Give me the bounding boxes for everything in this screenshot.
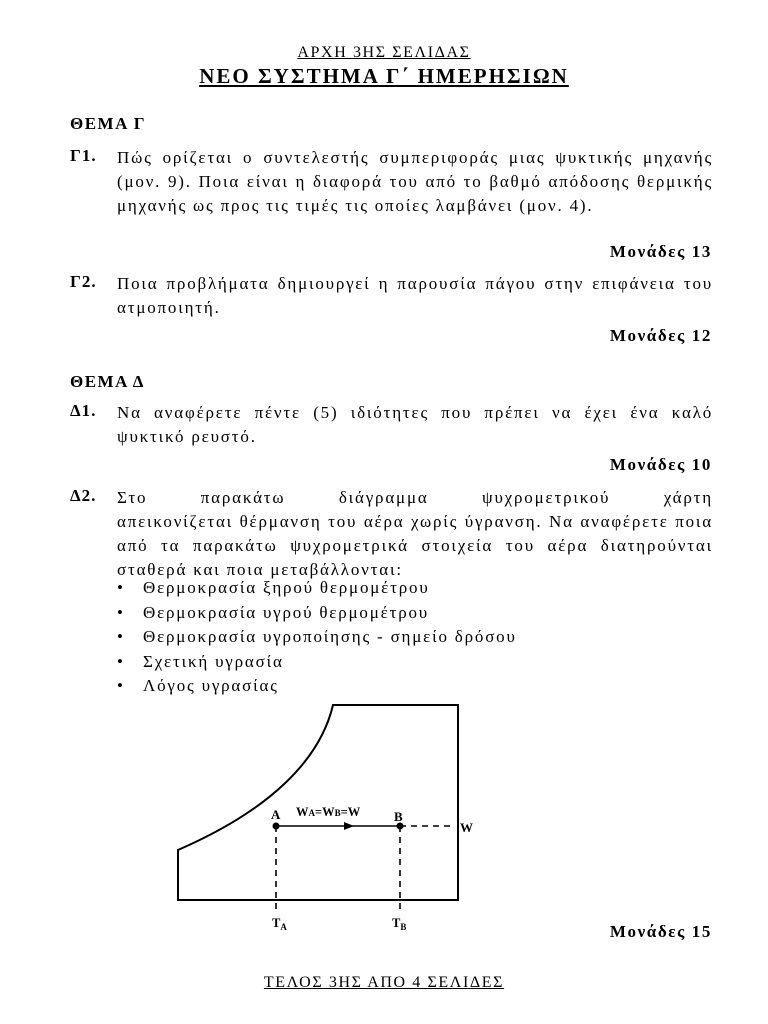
question-d1-number: Δ1. [70, 401, 97, 420]
state-point-a [273, 823, 280, 830]
heating-arrow-head [344, 822, 354, 830]
question-d2-number: Δ2. [70, 486, 97, 505]
list-item: • Θερμοκρασία ξηρού θερμομέτρου [117, 576, 517, 601]
page-end-footer: ΤΕΛΟΣ 3ΗΣ ΑΠΟ 4 ΣΕΛΙΔΕΣ [263, 974, 505, 991]
question-d2-marks: Μονάδες 15 [609, 922, 712, 941]
temperature-b-label: $T_B$ [392, 916, 407, 932]
exam-system-title: ΝΕΟ ΣΥΣΤΗΜΑ Γ΄ ΗΜΕΡΗΣΙΩΝ [199, 64, 569, 88]
page-start-header: ΑΡΧΗ 3ΗΣ ΣΕΛΙΔΑΣ [297, 44, 471, 61]
bullet-icon: • [117, 676, 125, 695]
question-g2-number: Γ2. [70, 272, 97, 291]
question-g2-marks: Μονάδες 12 [609, 326, 712, 345]
bullet-icon: • [117, 602, 125, 622]
list-item: • Λόγος υγρασίας [117, 674, 517, 699]
question-g2-text: Ποια προβλήματα δημιουργεί η παρουσία πάγου στην επιφάνεια του ατμοποιητή. [117, 274, 713, 317]
list-item: • Σχετική υγρασία [117, 650, 517, 675]
theme-g-title: ΘΕΜΑ Γ [70, 114, 147, 133]
question-d2-first-line: Στο παρακάτω διάγραμμα ψυχρομετρικού χάρτη [117, 488, 713, 507]
question-d2-text: απεικονίζεται θέρμανση του αέρα χωρίς ύγρανση. Να αναφέρετε ποια από τα παρακάτω ψυχρομετρικά στοιχεία του αέρα διατηρούνται σταθερά και ποια μεταβάλλονται: [117, 512, 713, 579]
question-d1-text: Να αναφέρετε πέντε (5) ιδιότητες που πρέπει να έχει ένα καλό ψυκτικό ρευστό. [117, 403, 713, 446]
question-g1-text: Πώς ορίζεται ο συντελεστής συμπεριφοράς μιας ψυκτικής μηχανής (μον. 9). Ποια είναι η διαφορά του από το βαθμό απόδοσης θερμικής μηχανής ως προς τις τιμές τις οποίες λαμβάνει (μον. 4). [117, 148, 713, 215]
list-item: • Θερμοκρασία υγροποίησης - σημείο δρόσου [117, 625, 517, 650]
question-g1-marks: Μονάδες 13 [609, 242, 712, 261]
point-a-label: A [271, 807, 281, 822]
temperature-a-label: $T_A$ [272, 916, 287, 932]
question-d1-marks: Μονάδες 10 [609, 455, 712, 474]
humidity-ratio-equation: WA=WB=W [296, 805, 361, 819]
point-b-label: B [394, 809, 403, 824]
bullet-icon: • [117, 651, 125, 671]
bullet-icon: • [117, 627, 125, 646]
list-item: • Θερμοκρασία υγρού θερμομέτρου [117, 601, 517, 626]
bullet-icon: • [117, 578, 125, 597]
theme-d-title: ΘΕΜΑ Δ [70, 372, 145, 391]
question-g1-number: Γ1. [70, 146, 97, 165]
w-axis-label: W [460, 820, 473, 835]
saturation-curve-outline [178, 705, 458, 900]
